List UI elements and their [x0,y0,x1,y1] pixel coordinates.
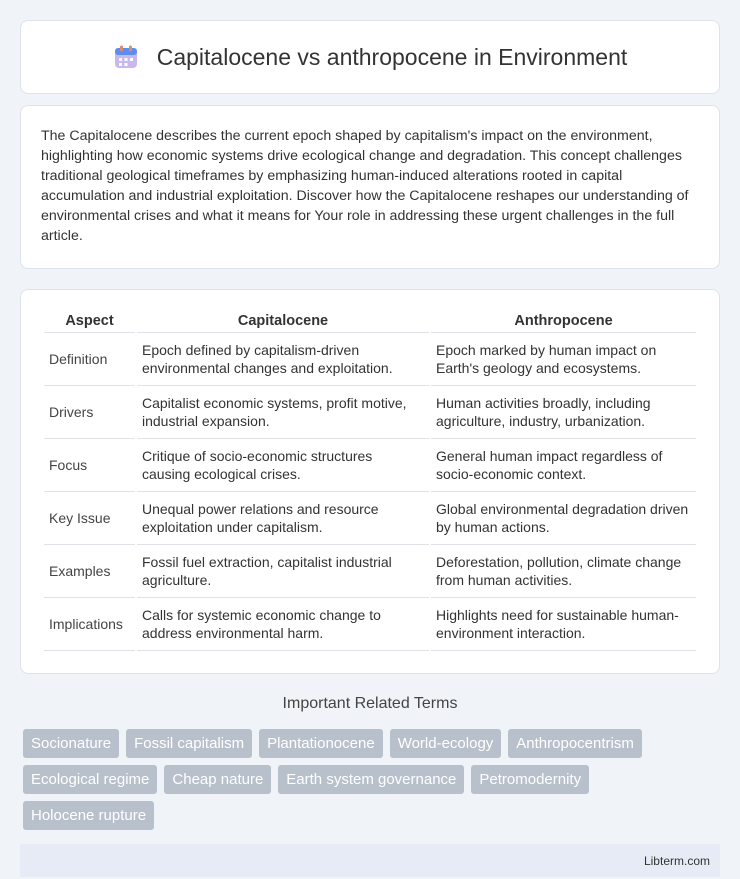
calendar-icon [113,44,139,70]
row-aspect: Implications [44,598,135,651]
row-anthropocene: Highlights need for sustainable human-environment interaction. [431,598,696,651]
row-anthropocene: Deforestation, pollution, climate change from human activities. [431,545,696,598]
row-aspect: Definition [44,333,135,386]
page-header [20,20,720,94]
related-term-tag[interactable]: Anthropocentrism [508,729,642,758]
row-aspect: Focus [44,439,135,492]
related-term-tag[interactable]: Petromodernity [471,765,589,794]
table-row [44,333,696,386]
table-row [44,492,696,545]
row-anthropocene: General human impact regardless of socio-economic context. [431,439,696,492]
comparison-table-card [20,289,720,674]
related-term-tag[interactable]: Holocene rupture [23,801,154,830]
row-capitalocene: Epoch defined by capitalism-driven environmental changes and exploitation. [137,333,429,386]
related-terms-list [20,729,720,830]
row-capitalocene: Calls for systemic economic change to address environmental harm. [137,598,429,651]
related-term-tag[interactable]: Fossil capitalism [126,729,252,758]
page-footer [20,844,720,877]
row-anthropocene: Global environmental degradation driven by human actions. [431,492,696,545]
column-header-anthropocene: Anthropocene [431,309,696,333]
related-term-tag[interactable]: Socionature [23,729,119,758]
page-title: Capitalocene vs anthropocene in Environment [156,43,628,70]
row-capitalocene: Unequal power relations and resource exploitation under capitalism. [137,492,429,545]
related-term-tag[interactable]: Ecological regime [23,765,157,794]
column-header-aspect: Aspect [44,309,135,333]
intro-paragraph: The Capitalocene describes the current epoch shaped by capitalism's impact on the environment, highlighting how economic systems drive ecological change and degradation. This concept challenges traditional geological timeframes by emphasizing human-induced alterations rooted in capital accumulation and industrial exploitation. Discover how the Capitalocene reshapes our understanding of environmental crises and what it means for Your role in addressing these urgent challenges in the full article. [20,105,720,269]
table-row [44,386,696,439]
column-header-capitalocene: Capitalocene [137,309,429,333]
related-term-tag[interactable]: World-ecology [390,729,502,758]
row-capitalocene: Critique of socio-economic structures causing ecological crises. [137,439,429,492]
table-row [44,439,696,492]
related-terms-title: Important Related Terms [282,695,458,712]
table-row [44,598,696,651]
related-term-tag[interactable]: Plantationocene [259,729,383,758]
row-aspect: Key Issue [44,492,135,545]
footer-site-link[interactable]: Libterm.com [643,853,710,868]
row-anthropocene: Human activities broadly, including agriculture, industry, urbanization. [431,386,696,439]
row-aspect: Drivers [44,386,135,439]
table-row [44,545,696,598]
row-anthropocene: Epoch marked by human impact on Earth's geology and ecosystems. [431,333,696,386]
table-header-row [44,309,696,333]
row-capitalocene: Fossil fuel extraction, capitalist industrial agriculture. [137,545,429,598]
row-aspect: Examples [44,545,135,598]
comparison-table [42,309,698,651]
row-capitalocene: Capitalist economic systems, profit motive, industrial expansion. [137,386,429,439]
related-term-tag[interactable]: Cheap nature [164,765,271,794]
related-term-tag[interactable]: Earth system governance [278,765,464,794]
